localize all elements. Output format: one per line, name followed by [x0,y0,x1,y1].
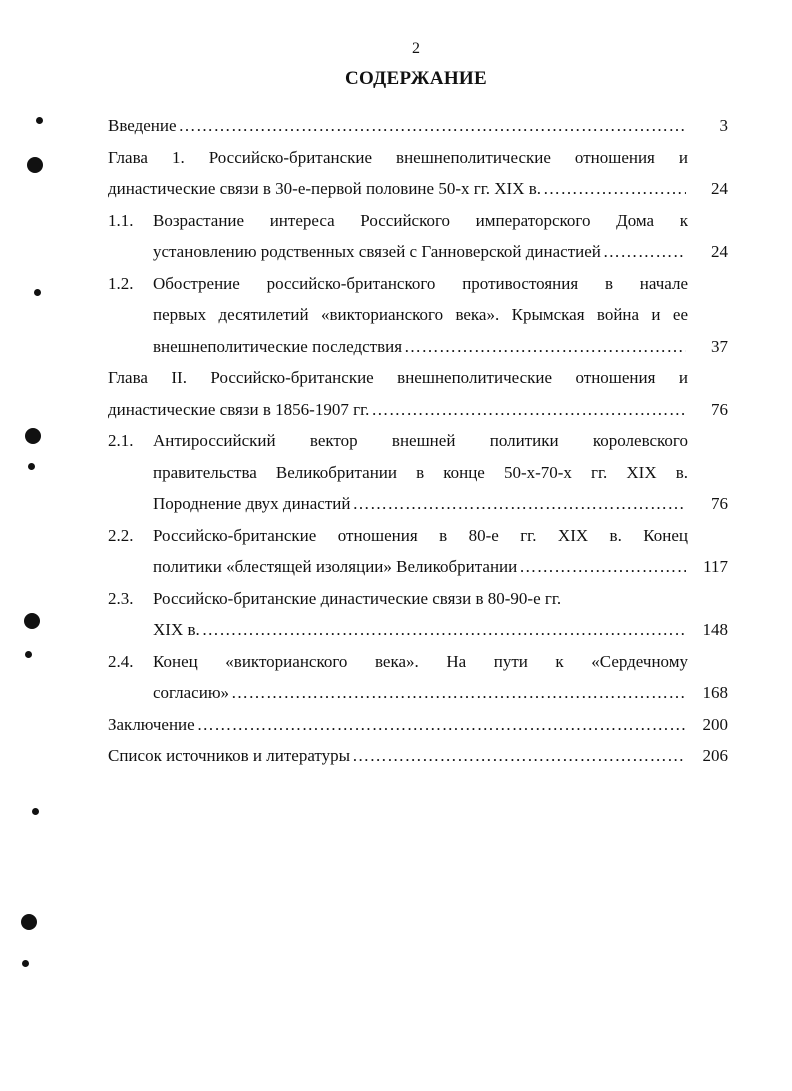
toc-page: 76 [711,494,728,513]
punch-hole-mark [28,463,35,470]
section-number: 1.2. [108,273,134,293]
toc-title-line: Возрастание интереса Российского императорского Дома к [153,210,688,230]
punch-hole-mark [22,960,29,967]
toc-title-line: первых десятилетий «викторианского века». Крымская война и ее [153,305,688,324]
toc-entry-chapter-2 [108,362,728,425]
leader-dots [352,488,686,520]
toc-title-line: XIX в. [153,620,200,639]
leader-dots [543,173,686,205]
toc-page: 76 [711,399,728,419]
toc-page: 24 [711,179,728,198]
punch-hole-mark [36,117,43,124]
section-number: 2.3. [108,588,134,608]
toc-page: 117 [703,557,728,576]
section-number: 2.2. [108,525,134,545]
leader-dots [404,331,686,363]
punch-hole-mark [21,914,37,930]
table-of-contents [108,110,728,772]
punch-hole-mark [25,428,41,444]
toc-title: Список источников и литературы [108,746,351,765]
toc-entry-1-1 [108,205,728,268]
toc-entry-1-2 [108,268,728,363]
punch-hole-mark [27,157,43,173]
toc-title-line: Глава II. Российско-британские внешнеполитические отношения и [108,368,688,387]
leader-dots [197,709,686,741]
toc-title-line: Конец «викторианского века». На пути к «Сердечному [153,651,688,671]
toc-entry-conclusion [108,709,728,741]
leader-dots [179,110,686,142]
toc-title-line: согласию» [153,683,230,702]
section-number: 1.1. [108,210,134,230]
toc-entry-2-3 [108,583,728,646]
toc-page: 200 [702,714,728,734]
toc-title-line: Породнение двух династий [153,494,351,513]
toc-page: 24 [711,242,728,261]
leader-dots [371,394,686,426]
toc-title-line: правительства Великобритании в конце 50-х-70-х гг. XIX в. [153,462,688,482]
toc-title-line: династические связи в 30-е-первой половине 50-х гг. XIX в. [108,179,542,198]
toc-title-line: Антироссийский вектор внешней политики королевского [153,431,688,450]
leader-dots [231,677,686,709]
toc-title-line: Глава 1. Российско-британские внешнеполитические отношения и [108,147,688,167]
toc-page: 168 [702,683,728,702]
toc-title: Заключение [108,714,195,734]
toc-title-line: Российско-британские отношения в 80-е гг. XIX в. Конец [153,525,688,545]
toc-entry-sources [108,740,728,772]
toc-page: 3 [719,116,728,135]
punch-hole-mark [25,651,32,658]
toc-title-line: Обострение российско-британского противостояния в начале [153,273,688,293]
section-number: 2.4. [108,651,134,671]
toc-title-line: политики «блестящей изоляции» Великобритании [153,557,518,576]
toc-title: Введение [108,116,177,135]
toc-title-line: Российско-британские династические связи в 80-90-е гг. [153,588,562,608]
toc-page: 37 [711,336,728,356]
leader-dots [352,740,686,772]
page-title: СОДЕРЖАНИЕ [345,68,487,89]
toc-entry-chapter-1 [108,142,728,205]
toc-title-line: внешнеполитические последствия [153,336,403,356]
toc-page: 206 [702,746,728,765]
punch-hole-mark [32,808,39,815]
leader-dots [603,236,686,268]
toc-title-line: установлению родственных связей с Ганноверской династией [153,242,601,261]
toc-entry-2-1 [108,425,728,520]
punch-hole-mark [34,289,41,296]
toc-entry-2-4 [108,646,728,709]
page-number: 2 [412,40,420,57]
toc-title-line: династические связи в 1856-1907 гг. [108,399,370,419]
leader-dots [519,551,686,583]
section-number: 2.1. [108,431,134,450]
toc-entry-2-2 [108,520,728,583]
toc-entry-intro [108,110,728,142]
leader-dots [202,614,686,646]
toc-page: 148 [702,620,728,639]
punch-hole-mark [24,613,40,629]
